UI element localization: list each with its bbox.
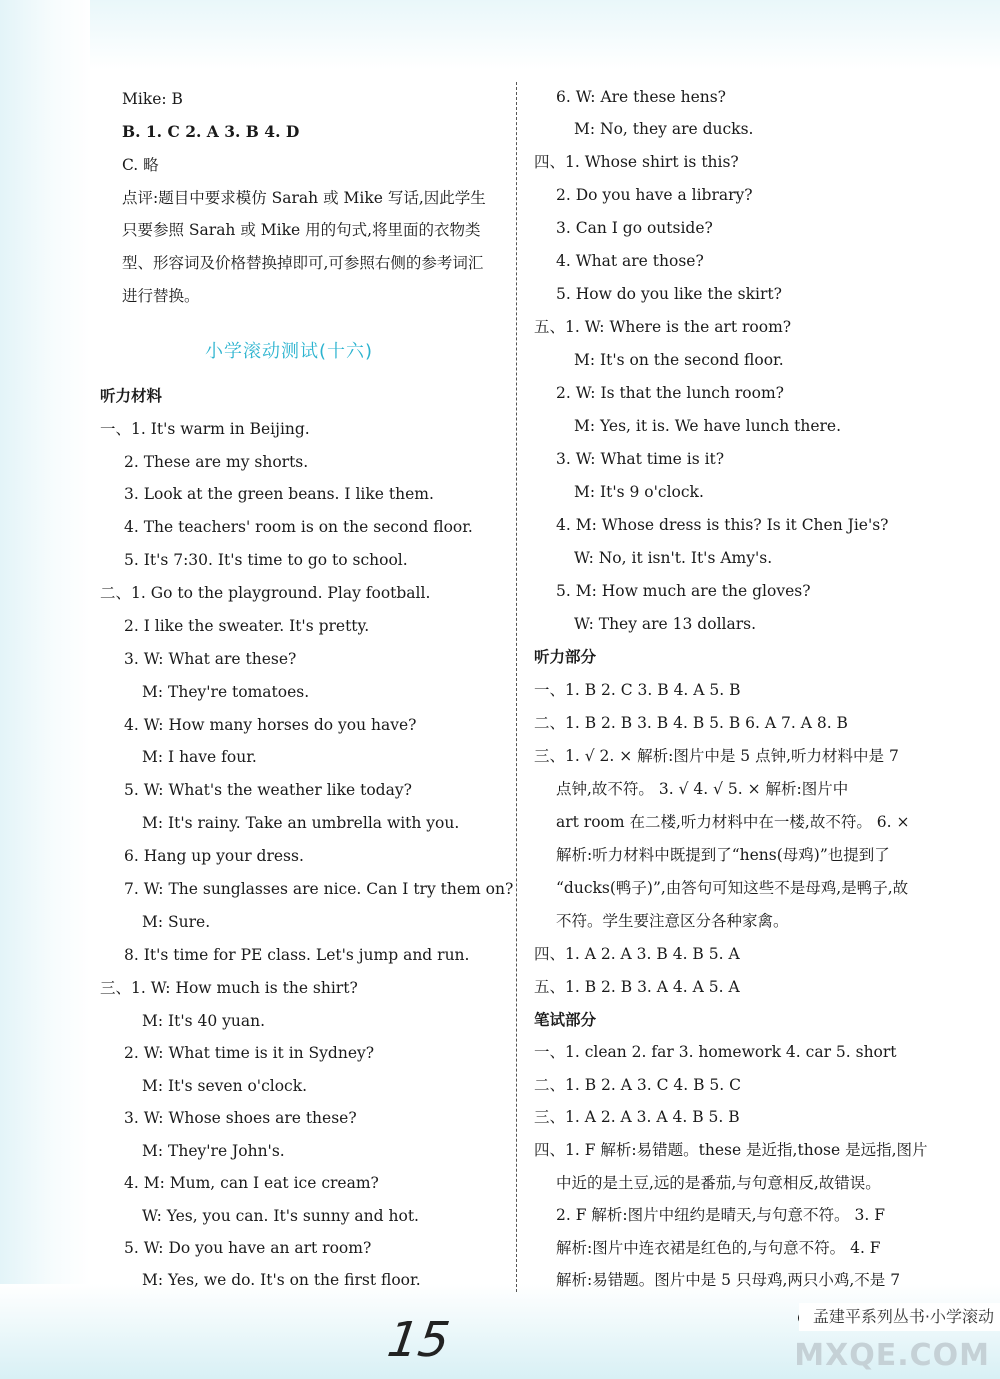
- page-number: 15: [384, 1312, 454, 1368]
- page-top-tint: [0, 0, 1000, 70]
- script-line: 四、1. Whose shirt is this?: [534, 153, 739, 171]
- answer-line: 中近的是土豆,远的是番茄,与句意相反,故错误。: [556, 1174, 881, 1192]
- script-line: M: It's 40 yuan.: [142, 1012, 266, 1030]
- answer-line: 三、1. √ 2. × 解析:图片中是 5 点钟,听力材料中是 7: [534, 747, 899, 765]
- series-brand: 孟建平系列丛书·小学滚动: [799, 1303, 1000, 1331]
- watermark: MXQE.COM: [794, 1338, 990, 1373]
- script-line: M: I have four.: [142, 748, 257, 766]
- answer-line: B. 1. C 2. A 3. B 4. D: [122, 122, 300, 141]
- script-line: M: It's on the second floor.: [574, 351, 784, 369]
- script-line: M: Yes, it is. We have lunch there.: [574, 417, 842, 435]
- script-line: 一、1. It's warm in Beijing.: [100, 420, 310, 438]
- script-line: 2. I like the sweater. It's pretty.: [124, 617, 370, 635]
- answer-line: 一、1. clean 2. far 3. homework 4. car 5. short: [534, 1043, 897, 1061]
- answer-line: 二、1. B 2. A 3. C 4. B 5. C: [534, 1076, 741, 1094]
- script-line: 3. W: What are these?: [124, 650, 297, 668]
- script-line: 4. M: Mum, can I eat ice cream?: [124, 1174, 379, 1192]
- script-line: 5. W: What's the weather like today?: [124, 781, 412, 799]
- script-line: 2. Do you have a library?: [556, 186, 753, 204]
- comment-line: 点评:题目中要求模仿 Sarah 或 Mike 写话,因此学生: [122, 189, 486, 207]
- script-line: 3. W: What time is it?: [556, 450, 725, 468]
- answer-line: 解析:易错题。图片中是 5 只母鸡,两只小鸡,不是 7: [556, 1271, 901, 1289]
- section-title: 小学滚动测试(十六): [205, 341, 374, 362]
- heading: 听力部分: [534, 647, 597, 666]
- script-line: M: Yes, we do. It's on the first floor.: [142, 1271, 421, 1289]
- answer-line: 解析:图片中连衣裙是红色的,与句意不符。 4. F: [556, 1239, 881, 1257]
- script-line: M: Sure.: [142, 913, 211, 931]
- answer-line: C. 略: [122, 156, 159, 174]
- script-line: 5. M: How much are the gloves?: [556, 582, 811, 600]
- comment-line: 只要参照 Sarah 或 Mike 用的句式,将里面的衣物类: [122, 221, 481, 239]
- script-line: 3. W: Whose shoes are these?: [124, 1109, 357, 1127]
- script-line: 二、1. Go to the playground. Play football.: [100, 584, 431, 602]
- answer-line: Mike: B: [122, 90, 183, 108]
- script-line: 4. W: How many horses do you have?: [124, 716, 417, 734]
- answer-line: 四、1. A 2. A 3. B 4. B 5. A: [534, 945, 740, 963]
- script-line: 3. Look at the green beans. I like them.: [124, 485, 434, 503]
- script-line: W: Yes, you can. It's sunny and hot.: [142, 1207, 419, 1225]
- script-line: 五、1. W: Where is the art room?: [534, 318, 792, 336]
- script-line: 6. Hang up your dress.: [124, 847, 304, 865]
- answer-line: 2. F 解析:图片中纽约是晴天,与句意不符。 3. F: [556, 1206, 885, 1224]
- answer-line: art room 在二楼,听力材料中在一楼,故不符。 6. ×: [556, 813, 910, 831]
- heading: 听力材料: [100, 386, 163, 405]
- script-line: 2. W: Is that the lunch room?: [556, 384, 784, 402]
- script-line: M: They're tomatoes.: [142, 683, 310, 701]
- comment-line: 型、形容词及价格替换掉即可,可参照右侧的参考词汇: [122, 254, 484, 272]
- script-line: 4. What are those?: [556, 252, 704, 270]
- answer-line: 二、1. B 2. B 3. B 4. B 5. B 6. A 7. A 8. B: [534, 714, 848, 732]
- script-line: M: No, they are ducks.: [574, 120, 754, 138]
- script-line: 4. The teachers' room is on the second floor.: [124, 518, 473, 536]
- column-divider: [516, 82, 518, 1292]
- answer-line: 三、1. A 2. A 3. A 4. B 5. B: [534, 1108, 740, 1126]
- script-line: W: They are 13 dollars.: [574, 615, 757, 633]
- answer-line: 不符。学生要注意区分各种家禽。: [556, 912, 789, 930]
- script-line: 6. W: Are these hens?: [556, 88, 726, 106]
- script-line: 5. It's 7:30. It's time to go to school.: [124, 551, 408, 569]
- page-left-tint: [0, 0, 90, 1379]
- script-line: 7. W: The sunglasses are nice. Can I try them on?: [124, 880, 514, 898]
- script-line: 三、1. W: How much is the shirt?: [100, 979, 358, 997]
- script-line: 2. These are my shorts.: [124, 453, 309, 471]
- heading: 笔试部分: [534, 1010, 597, 1029]
- script-line: 3. Can I go outside?: [556, 219, 713, 237]
- script-line: M: It's 9 o'clock.: [574, 483, 704, 501]
- script-line: 8. It's time for PE class. Let's jump and run.: [124, 946, 470, 964]
- script-line: M: It's seven o'clock.: [142, 1077, 308, 1095]
- comment-line: 进行替换。: [122, 287, 200, 305]
- script-line: W: No, it isn't. It's Amy's.: [574, 549, 773, 567]
- answer-line: 点钟,故不符。 3. √ 4. √ 5. × 解析:图片中: [556, 780, 849, 798]
- answer-line: 五、1. B 2. B 3. A 4. A 5. A: [534, 978, 740, 996]
- script-line: 2. W: What time is it in Sydney?: [124, 1044, 375, 1062]
- answer-line: 解析:听力材料中既提到了“hens(母鸡)”也提到了: [556, 846, 890, 864]
- answer-line: 四、1. F 解析:易错题。these 是近指,those 是远指,图片: [534, 1141, 928, 1159]
- script-line: 5. W: Do you have an art room?: [124, 1239, 372, 1257]
- script-line: 5. How do you like the skirt?: [556, 285, 782, 303]
- script-line: M: It's rainy. Take an umbrella with you.: [142, 814, 460, 832]
- answer-line: 一、1. B 2. C 3. B 4. A 5. B: [534, 681, 741, 699]
- answer-line: “ducks(鸭子)”,由答句可知这些不是母鸡,是鸭子,故: [556, 879, 909, 897]
- script-line: M: They're John's.: [142, 1142, 285, 1160]
- script-line: 4. M: Whose dress is this? Is it Chen Jie's?: [556, 516, 889, 534]
